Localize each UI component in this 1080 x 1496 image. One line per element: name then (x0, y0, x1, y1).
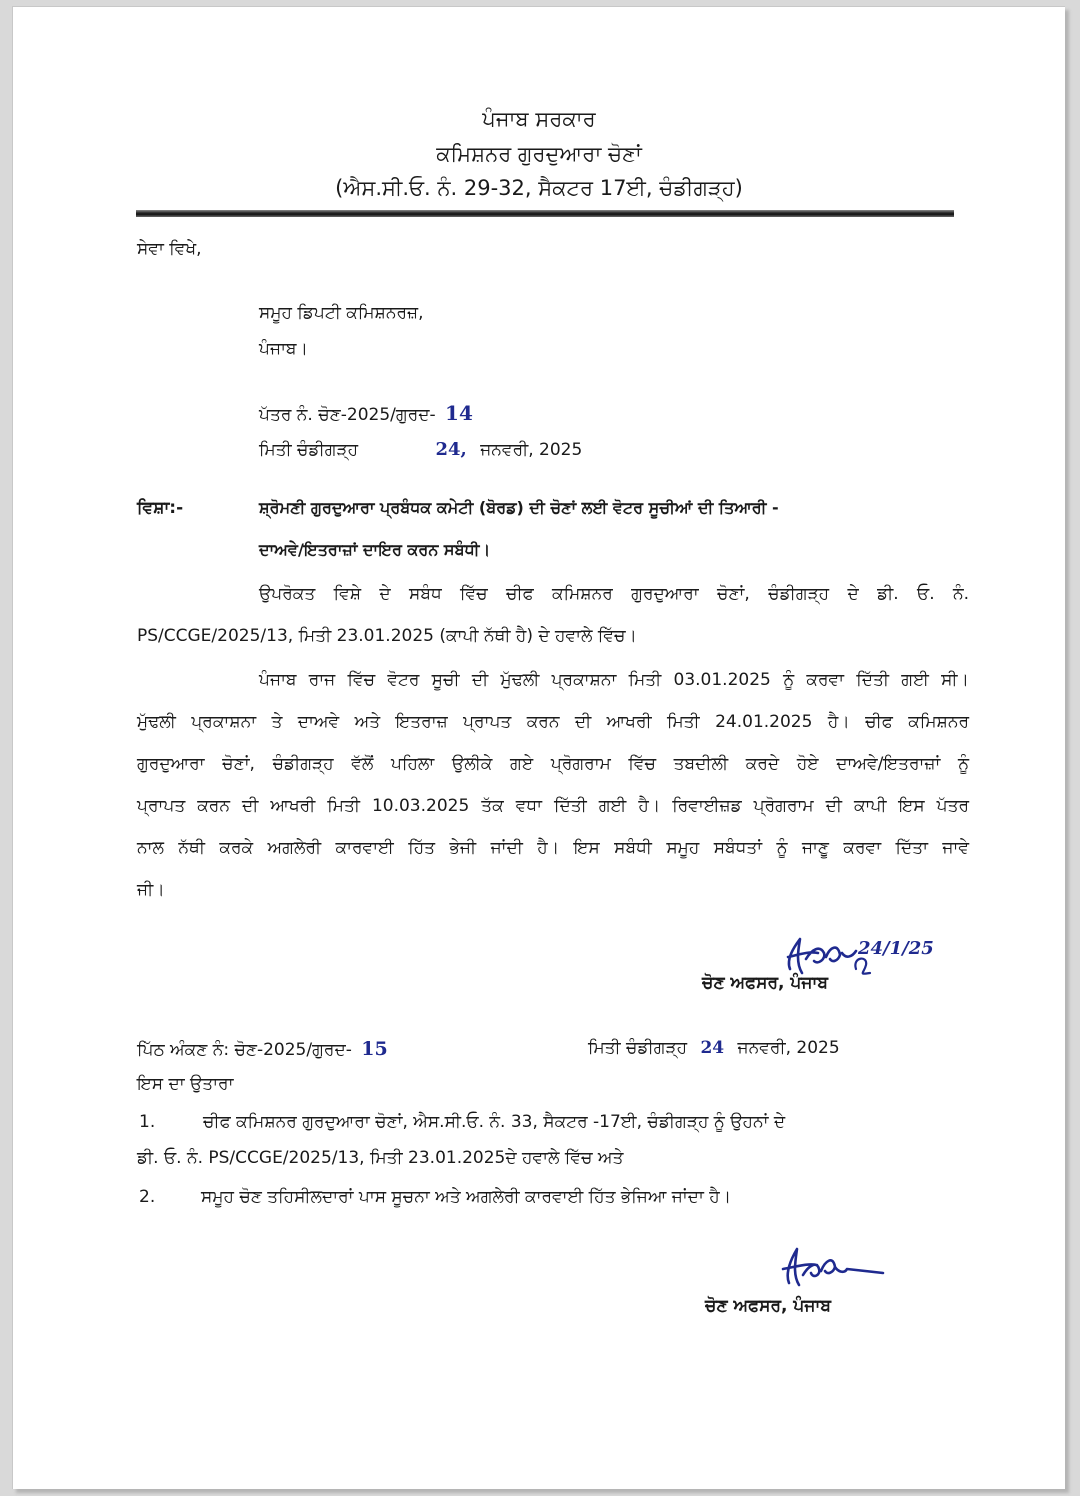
letter-number-handwritten: 14 (445, 401, 473, 425)
copy-item-2-number: 2. (139, 1187, 156, 1207)
paragraph-line: ਪੰਜਾਬ ਰਾਜ ਵਿੱਚ ਵੋਟਰ ਸੂਚੀ ਦੀ ਮੁੱਢਲੀ ਪ੍ਰਕਾਸ਼ਨਾ ਮਿਤੀ 03.01.2025 ਨੂੰ ਕਰਵਾ ਦਿੱਤੀ ਗਈ ਸੀ। (259, 670, 969, 690)
paragraph-line: ਗੁਰਦੁਆਰਾ ਚੋਣਾਂ, ਚੰਡੀਗੜ੍ਹ ਵੱਲੋਂ ਪਹਿਲਾ ਉਲੀਕੇ ਗਏ ਪ੍ਰੋਗਰਾਮ ਵਿੱਚ ਤਬਦੀਲੀ ਕਰਦੇ ਹੋਏ ਦਾਅਵੇ/ਇਤਰਾਜ਼ਾਂ ਨੂੰ (137, 754, 969, 774)
letterhead-address: (ਐਸ.ਸੀ.ਓ. ਨੰ. 29-32, ਸੈਕਟਰ 17ਈ, ਚੰਡੀਗੜ੍ਹ) (335, 176, 743, 200)
letter-date-prefix: ਮਿਤੀ ਚੰਡੀਗੜ੍ਹ (259, 440, 359, 460)
signature-2-image (773, 1243, 893, 1293)
salutation: ਸੇਵਾ ਵਿਖੇ, (137, 239, 202, 259)
body-paragraph-2 (137, 659, 969, 911)
endorsement-number-handwritten: 15 (361, 1038, 388, 1060)
paragraph-line: ਮੁੱਢਲੀ ਪ੍ਰਕਾਸ਼ਨਾ ਤੇ ਦਾਅਵੇ ਅਤੇ ਇਤਰਾਜ਼ ਪ੍ਰਾਪਤ ਕਰਨ ਦੀ ਆਖਰੀ ਮਿਤੀ 24.01.2025 ਹੈ। ਚੀਫ ਕਮਿਸ਼ਨਰ (137, 712, 969, 732)
endorsement-number-prefix: ਪਿੱਠ ਅੰਕਣ ਨੰ: ਚੋਣ-2025/ਗੁਰਦ- (137, 1040, 352, 1060)
letter-date (259, 439, 582, 460)
endorsement-date-suffix: ਜਨਵਰੀ, 2025 (737, 1038, 840, 1058)
paragraph-line: ਨਾਲ ਨੱਥੀ ਕਰਕੇ ਅਗਲੇਰੀ ਕਾਰਵਾਈ ਹਿੱਤ ਭੇਜੀ ਜਾਂਦੀ ਹੈ। ਇਸ ਸਬੰਧੀ ਸਮੂਹ ਸਬੰਧਤਾਂ ਨੂੰ ਜਾਣੂ ਕਰਵਾ ਦਿੱਤਾ ਜਾਵੇ (137, 838, 969, 858)
copy-item-1-number: 1. (139, 1112, 156, 1132)
endorsement-date-prefix: ਮਿਤੀ ਚੰਡੀਗੜ੍ਹ (588, 1038, 688, 1058)
subject-label: ਵਿਸ਼ਾ:- (137, 498, 184, 518)
signature-1-date-stroke (855, 959, 870, 974)
letterhead-office: ਕਮਿਸ਼ਨਰ ਗੁਰਦੁਆਰਾ ਚੋਣਾਂ (436, 142, 642, 166)
signature-1-designation: ਚੋਣ ਅਫਸਰ, ਪੰਜਾਬ (702, 973, 828, 993)
endorsement-date (588, 1038, 840, 1058)
letterhead-government: ਪੰਜਾਬ ਸਰਕਾਰ (482, 107, 596, 131)
endorsement-number (137, 1038, 388, 1060)
letter-number-prefix: ਪੱਤਰ ਨੰ. ਚੋਣ-2025/ਗੁਰਦ- (259, 405, 436, 425)
copy-item-2-line1: ਸਮੂਹ ਚੋਣ ਤਹਿਸੀਲਦਾਰਾਂ ਪਾਸ ਸੂਚਨਾ ਅਤੇ ਅਗਲੇਰੀ ਕਾਰਵਾਈ ਹਿੱਤ ਭੇਜਿਆ ਜਾਂਦਾ ਹੈ। (201, 1187, 732, 1207)
subject-line1: ਸ਼੍ਰੋਮਣੀ ਗੁਰਦੁਆਰਾ ਪ੍ਰਬੰਧਕ ਕਮੇਟੀ (ਬੋਰਡ) ਦੀ ਚੋਣਾਂ ਲਈ ਵੋਟਰ ਸੂਚੀਆਂ ਦੀ ਤਿਆਰੀ - (259, 498, 779, 517)
paragraph-line: ਉਪਰੋਕਤ ਵਿਸ਼ੇ ਦੇ ਸਬੰਧ ਵਿੱਚ ਚੀਫ ਕਮਿਸ਼ਨਰ ਗੁਰਦੁਆਰਾ ਚੋਣਾਂ, ਚੰਡੀਗੜ੍ਹ ਦੇ ਡੀ. ਓ. ਨੰ. (259, 584, 969, 604)
letter-number (259, 401, 473, 425)
endorsement-date-day-handwritten: 24 (700, 1038, 725, 1058)
letter-date-suffix: ਜਨਵਰੀ, 2025 (480, 440, 583, 460)
paragraph-line: ਜੀ। (137, 880, 165, 900)
subject-line2: ਦਾਅਵੇ/ਇਤਰਾਜ਼ਾਂ ਦਾਇਰ ਕਰਨ ਸਬੰਧੀ। (259, 540, 491, 559)
signature-1-handwritten-date: 24/1/25 (858, 938, 934, 959)
paragraph-line: ਪ੍ਰਾਪਤ ਕਰਨ ਦੀ ਆਖਰੀ ਮਿਤੀ 10.03.2025 ਤੱਕ ਵਧਾ ਦਿੱਤੀ ਗਈ ਹੈ। ਰਿਵਾਈਜ਼ਡ ਪ੍ਰੋਗਰਾਮ ਦੀ ਕਾਪੀ ਇਸ ਪੱਤਰ (137, 796, 969, 816)
addressee-line1: ਸਮੂਹ ਡਿਪਟੀ ਕਮਿਸ਼ਨਰਜ਼, (259, 303, 424, 323)
signature-1-stroke (788, 939, 856, 973)
body-paragraph-1 (137, 573, 969, 657)
addressee-line2: ਪੰਜਾਬ। (259, 339, 308, 359)
letter-date-day-handwritten: 24, (435, 439, 467, 460)
document-page (12, 6, 1065, 1489)
copy-item-1-line1: ਚੀਫ ਕਮਿਸ਼ਨਰ ਗੁਰਦੁਆਰਾ ਚੋਣਾਂ, ਐਸ.ਸੀ.ਓ. ਨੰ. 33, ਸੈਕਟਰ -17ਈ, ਚੰਡੀਗੜ੍ਹ ਨੂੰ ਉਹਨਾਂ ਦੇ (203, 1112, 786, 1132)
signature-2-designation: ਚੋਣ ਅਫਸਰ, ਪੰਜਾਬ (705, 1296, 831, 1316)
copy-item-1-line2: ਡੀ. ਓ. ਨੰ. PS/CCGE/2025/13, ਮਿਤੀ 23.01.2025ਦੇ ਹਵਾਲੇ ਵਿੱਚ ਅਤੇ (137, 1148, 624, 1168)
paragraph-line: PS/CCGE/2025/13, ਮਿਤੀ 23.01.2025 (ਕਾਪੀ ਨੱਥੀ ਹੈ) ਦੇ ਹਵਾਲੇ ਵਿੱਚ। (137, 626, 637, 646)
copy-to-label: ਇਸ ਦਾ ਉਤਾਰਾ (137, 1074, 234, 1094)
letterhead-divider (136, 210, 954, 217)
signature-2-stroke (783, 1249, 883, 1285)
